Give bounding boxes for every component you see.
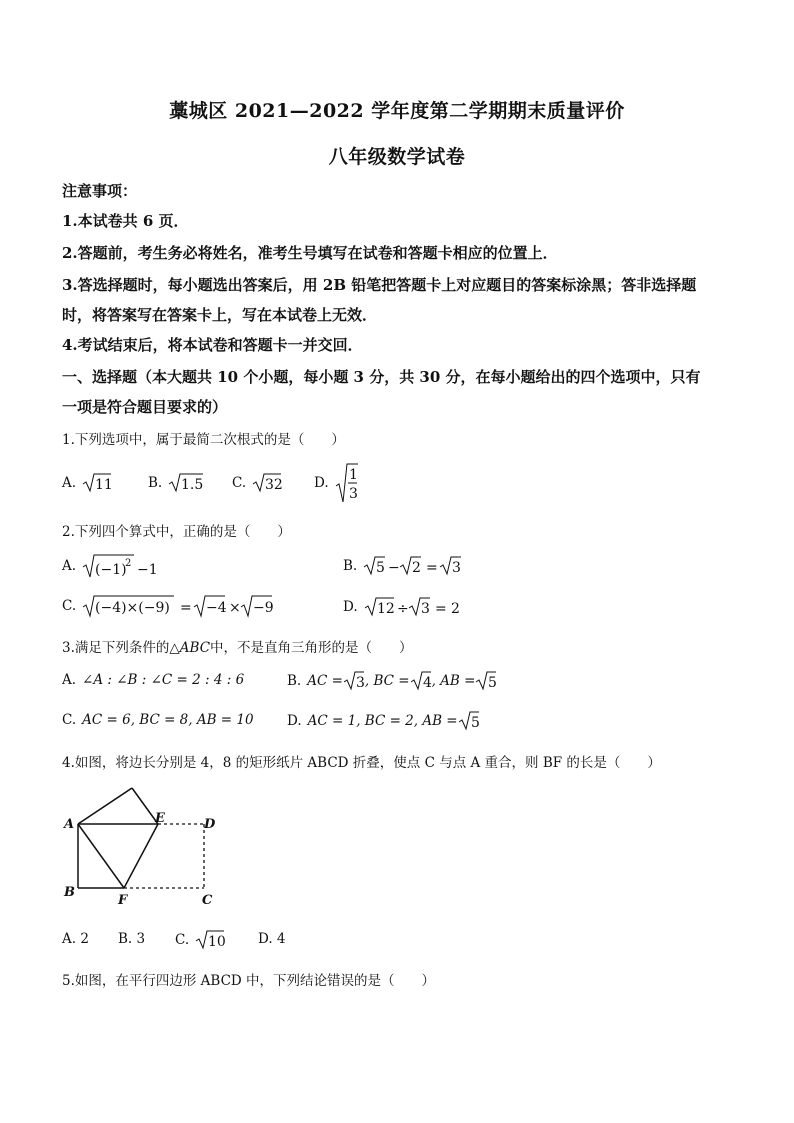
question-5-stem: 5.如图，在平行四边形 ABCD 中，下列结论错误的是（ ） (62, 973, 436, 989)
radicand: (−4)×(−9) (95, 600, 170, 616)
q1-option-a[interactable] (62, 472, 112, 494)
side-lengths: AC = 6, BC = 8, AB = 10 (82, 712, 254, 728)
sqrt-expression (195, 929, 225, 951)
q3-option-d[interactable] (287, 710, 480, 732)
note-item: 时，将答案写在答案卡上，写在本试卷上无效． (62, 306, 378, 324)
expr-part: , BC = (364, 673, 410, 689)
angle-ratio: ∠A : ∠B : ∠C = 2 : 4 : 6 (82, 672, 245, 688)
sqrt-expression (410, 670, 432, 692)
radicand: 3 (452, 560, 462, 576)
point-label-e: E (155, 811, 165, 826)
segment-af (78, 824, 124, 888)
option-text: B. 3 (118, 931, 146, 947)
operator: ÷ (396, 601, 409, 617)
option-label: D. (287, 713, 302, 729)
sqrt-expression (475, 670, 497, 692)
equals: = (180, 600, 192, 616)
question-2-stem: 2.下列四个算式中，正确的是（ ） (62, 524, 291, 540)
q2-option-c[interactable] (62, 594, 282, 618)
option-text: D. 4 (258, 931, 286, 947)
radicand: (−1) (95, 562, 127, 578)
q4-option-b[interactable] (118, 931, 145, 947)
point-label-b: B (64, 885, 75, 900)
q3-option-c[interactable] (62, 712, 254, 728)
radicand: 5 (488, 675, 498, 691)
sqrt-expression (343, 670, 365, 692)
fraction-denominator: 3 (348, 486, 358, 502)
radicand: 3 (355, 675, 365, 691)
point-label-a: A (64, 817, 75, 832)
option-label: A. (62, 672, 77, 688)
sqrt-fraction-expression (335, 462, 359, 504)
expr-part: AC = (307, 673, 343, 689)
radicand: 1.5 (181, 477, 204, 493)
q1-option-d[interactable] (314, 462, 359, 504)
question-3-stem (62, 636, 413, 656)
expression-tail: −1 (137, 562, 158, 578)
segment-a-fold (78, 788, 132, 824)
radicand: 11 (95, 477, 113, 493)
q2-option-b[interactable] (343, 555, 475, 577)
radicand: 10 (208, 934, 226, 950)
option-label: A. (62, 475, 77, 491)
option-label: C. (62, 598, 77, 614)
expr-part: , AB = (431, 673, 476, 689)
option-label: B. (287, 673, 302, 689)
q3-option-b[interactable] (287, 670, 497, 692)
option-label: B. (148, 475, 163, 491)
exponent: 2 (125, 558, 132, 569)
point-label-c: C (202, 893, 213, 908)
equals: = (434, 601, 447, 617)
exam-title: 藁城区 2021—2022 学年度第二学期期末质量评价 (169, 100, 625, 122)
operator: − (388, 560, 400, 576)
point-label-f: F (118, 893, 128, 908)
section-heading-cont: 一项是符合题目要求的） (62, 398, 228, 416)
radicand: 3 (420, 601, 430, 617)
q2-option-d[interactable] (343, 596, 472, 618)
sqrt-expression (82, 594, 282, 618)
segment-fe (124, 824, 158, 888)
equals: = (426, 560, 438, 576)
option-label: B. (343, 558, 358, 574)
sqrt-expression (82, 553, 156, 579)
option-label: C. (232, 475, 247, 491)
option-label: D. (343, 599, 358, 615)
stem-text: 3.满足下列条件的 (62, 640, 170, 656)
q4-option-d[interactable] (258, 931, 286, 947)
q2-option-a[interactable] (62, 553, 156, 579)
option-label: D. (314, 475, 329, 491)
question-1-stem: 1.下列选项中，属于最简二次根式的是（ ） (62, 432, 345, 448)
radicand: 12 (376, 601, 395, 617)
option-label: C. (175, 932, 190, 948)
radicand: −4 (206, 600, 227, 616)
q1-option-b[interactable] (148, 472, 204, 494)
radicand: 32 (265, 477, 283, 493)
note-item: 2.答题前，考生务必将姓名，准考生号填写在试卷和答题卡相应的位置上． (62, 244, 558, 262)
fraction-numerator: 1 (348, 467, 358, 483)
note-item: 3.答选择题时，每小题选出答案后，用 2B 铅笔把答题卡上对应题目的答案标涂黑；答非选择题 (62, 276, 697, 294)
section-heading: 一、选择题（本大题共 10 个小题，每小题 3 分，共 30 分，在每小题给出的四个选项中，只有 (62, 368, 701, 386)
triangle-symbol: △ABC (169, 640, 211, 656)
option-label: C. (62, 712, 77, 728)
sqrt-expression (363, 555, 475, 577)
radicand: 2 (412, 560, 422, 576)
folded-rectangle-diagram (60, 780, 230, 910)
sqrt-expression (252, 472, 282, 494)
q4-option-a[interactable] (62, 931, 89, 947)
result: 2 (450, 601, 460, 617)
q4-option-c[interactable] (175, 929, 225, 951)
stem-text: 中，不是直角三角形的是（ ） (210, 640, 413, 656)
radicand: −9 (253, 600, 274, 616)
operator: × (229, 600, 241, 616)
radicand: 4 (422, 675, 432, 691)
radicand: 5 (470, 715, 480, 731)
sqrt-expression (82, 472, 112, 494)
option-label: A. (62, 558, 77, 574)
exam-subtitle: 八年级数学试卷 (328, 146, 466, 168)
q1-option-c[interactable] (232, 472, 282, 494)
option-text: A. 2 (62, 931, 89, 947)
sqrt-expression (458, 710, 480, 732)
sqrt-expression (364, 596, 472, 618)
q3-option-a[interactable] (62, 672, 244, 688)
question-4-figure (60, 780, 230, 914)
point-label-d: D (204, 817, 216, 832)
note-item: 1.本试卷共 6 页． (62, 212, 189, 230)
note-item: 4.考试结束后，将本试卷和答题卡一并交回． (62, 336, 363, 354)
sqrt-expression (168, 472, 204, 494)
expr-part: AC = 1, BC = 2, AB = (307, 713, 458, 729)
radicand: 5 (376, 560, 386, 576)
question-4-stem: 4.如图，将边长分别是 4，8 的矩形纸片 ABCD 折叠，使点 C 与点 A 重合，则 BF 的长是（ ） (62, 755, 661, 771)
notes-heading: 注意事项： (62, 182, 138, 200)
